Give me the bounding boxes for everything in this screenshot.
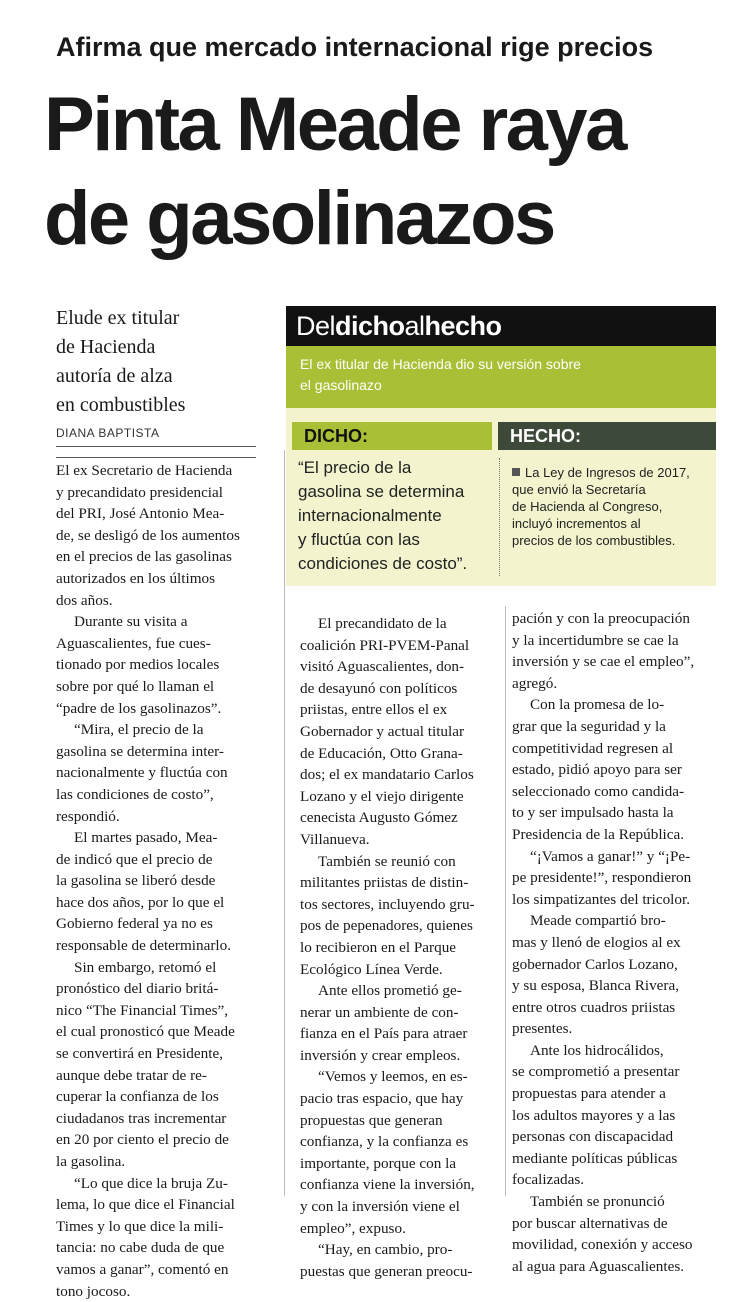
text-line: tos sectores, incluyendo gru- <box>300 895 475 913</box>
deck-line: de Hacienda <box>56 336 156 358</box>
title-part: hecho <box>424 311 502 341</box>
text-line: se convertirá en Presidente, <box>56 1045 223 1063</box>
paragraph <box>56 460 256 611</box>
text-line: personas con discapacidad <box>512 1128 674 1146</box>
text-line: puestas que generan preocu- <box>300 1262 473 1280</box>
dicho-quote <box>298 456 498 576</box>
text-line: Presidencia de la República. <box>512 825 685 843</box>
infobox <box>286 306 716 586</box>
text-line: inversión y se cae el empleo”, <box>512 653 695 671</box>
text-line: estado, pidió apoyo para ser <box>512 761 682 779</box>
text-line: entre otros cuadros priistas <box>512 998 676 1016</box>
text-line: Durante su visita a <box>74 613 188 631</box>
title-part: dicho <box>335 311 405 341</box>
text-line: pacio tras espacio, que hay <box>300 1090 464 1108</box>
body-column-2 <box>300 613 496 1282</box>
text-line: visitó Aguascalientes, don- <box>300 658 465 676</box>
infobox-subtitle <box>286 346 716 408</box>
paragraph <box>56 719 256 827</box>
column-divider <box>505 606 506 1196</box>
paragraph <box>56 611 256 719</box>
paragraph <box>300 980 496 1066</box>
text-line: las condiciones de costo”, <box>56 785 214 803</box>
body-column-1 <box>56 460 256 1302</box>
text-line: de desayunó con políticos <box>300 679 458 697</box>
text-line: confianza, y la confianza es <box>300 1133 469 1151</box>
text-line: al agua para Aguascalientes. <box>512 1257 685 1275</box>
text-line: importante, porque con la <box>300 1154 457 1172</box>
quote-line: y fluctúa con las <box>298 530 420 549</box>
text-line: aunque debe tratar de re- <box>56 1066 207 1084</box>
text-line: pación y con la preocupación <box>512 610 690 627</box>
text-line: lo recibieron en el Parque <box>300 938 457 956</box>
text-line: El ex Secretario de Hacienda <box>56 462 233 479</box>
text-line: el cual pronosticó que Meade <box>56 1023 235 1041</box>
text-line: de Educación, Otto Grana- <box>300 744 463 762</box>
hecho-line: incluyó incrementos al <box>512 516 641 531</box>
deck-line: autoría de alza <box>56 365 173 387</box>
paragraph <box>300 1239 496 1282</box>
paragraph <box>512 608 716 694</box>
hecho-line: de Hacienda al Congreso, <box>512 499 663 514</box>
paragraph <box>56 827 256 957</box>
paragraph <box>56 1173 256 1302</box>
text-line: y su esposa, Blanca Rivera, <box>512 977 680 995</box>
text-line: seleccionado como candida- <box>512 782 685 800</box>
text-line: empleo”, expuso. <box>300 1219 406 1237</box>
text-line: Ante los hidrocálidos, <box>530 1041 664 1059</box>
text-line: vamos a ganar”, comentó en <box>56 1260 229 1278</box>
headline <box>44 78 724 266</box>
text-line: gobernador Carlos Lozano, <box>512 955 678 973</box>
text-line: de indicó que el precio de <box>56 850 213 868</box>
paragraph <box>300 613 496 851</box>
title-part: al <box>404 311 425 341</box>
hecho-line-text: La Ley de Ingresos de 2017, <box>525 465 690 480</box>
paragraph <box>512 694 716 845</box>
text-line: propuestas para atender a <box>512 1085 666 1103</box>
text-line: fianza en el País para atraer <box>300 1025 468 1043</box>
text-line: cenecista Augusto Gómez <box>300 809 458 827</box>
square-bullet-icon <box>512 468 520 476</box>
text-line: tono jocoso. <box>56 1282 131 1300</box>
quote-line: internacionalmente <box>298 506 442 525</box>
byline-rule <box>56 446 256 447</box>
dicho-label: DICHO: <box>292 422 492 450</box>
body-column-3 <box>512 608 716 1277</box>
text-line: Gobierno federal ya no es <box>56 915 213 933</box>
text-line: respondió. <box>56 807 120 825</box>
hecho-label: HECHO: <box>498 422 716 450</box>
text-line: hace dos años, por lo que el <box>56 893 225 911</box>
text-line: Lozano y el viejo dirigente <box>300 787 464 805</box>
text-line: “padre de los gasolinazos”. <box>56 699 222 717</box>
text-line: Aguascalientes, fue cues- <box>56 634 211 652</box>
text-line: nico “The Financial Times”, <box>56 1001 229 1019</box>
text-line: focalizadas. <box>512 1171 585 1189</box>
text-line: grar que la seguridad y la <box>512 717 666 735</box>
text-line: Meade compartió bro- <box>530 912 666 930</box>
hecho-line: que envió la Secretaría <box>512 482 646 497</box>
text-line: El precandidato de la <box>318 615 447 632</box>
text-line: pronóstico del diario britá- <box>56 980 219 998</box>
quote-line: gasolina se determina <box>298 482 465 501</box>
byline: DIANA BAPTISTA <box>56 426 160 440</box>
text-line: la gasolina. <box>56 1153 126 1170</box>
text-line: sobre por qué lo llaman el <box>56 677 215 695</box>
text-line: por buscar alternativas de <box>512 1214 668 1232</box>
text-line: los simpatizantes del tricolor. <box>512 890 690 908</box>
headline-line: Pinta Meade raya <box>44 82 625 167</box>
paragraph <box>512 1191 716 1277</box>
text-line: mas y llenó de elogios al ex <box>512 933 681 951</box>
text-line: de, se desligó de los aumentos <box>56 526 240 544</box>
text-line: tancia: no cabe duda de que <box>56 1239 225 1257</box>
text-line: Ante ellos prometió ge- <box>318 982 462 1000</box>
text-line: y la incertidumbre se cae la <box>512 631 679 649</box>
column-rule <box>56 457 256 458</box>
text-line: priistas, entre ellos el ex <box>300 701 448 719</box>
paragraph <box>512 910 716 1040</box>
paragraph <box>512 1040 716 1191</box>
paragraph <box>300 851 496 981</box>
text-line: “Lo que dice la bruja Zu- <box>74 1174 228 1192</box>
text-line: dos años. <box>56 591 113 609</box>
text-line: se comprometió a presentar <box>512 1063 680 1081</box>
kicker: Afirma que mercado internacional rige precios <box>56 32 654 62</box>
text-line: “Hay, en cambio, pro- <box>318 1241 453 1259</box>
infobox-title <box>286 306 716 346</box>
text-line: en 20 por ciento el precio de <box>56 1131 229 1149</box>
text-line: cuperar la confianza de los <box>56 1088 219 1106</box>
text-line: gasolina se determina inter- <box>56 742 224 760</box>
text-line: También se pronunció <box>530 1193 665 1211</box>
text-line: Gobernador y actual titular <box>300 722 465 740</box>
text-line: movilidad, conexión y acceso <box>512 1236 693 1254</box>
text-line: pe presidente!”, respondieron <box>512 869 692 887</box>
paragraph <box>512 846 716 911</box>
text-line: confianza viene la inversión, <box>300 1176 475 1194</box>
text-line: dos; el ex mandatario Carlos <box>300 766 474 784</box>
headline-line: de gasolinazos <box>44 176 554 261</box>
text-line: nacionalmente y fluctúa con <box>56 764 228 782</box>
hecho-line: precios de los combustibles. <box>512 533 676 548</box>
text-line: “Mira, el precio de la <box>74 721 204 739</box>
text-line: También se reunió con <box>318 852 456 870</box>
text-line: Villanueva. <box>300 830 370 848</box>
infobox-divider <box>499 458 500 576</box>
text-line: “¡Vamos a ganar!” y “¡Pe- <box>530 847 691 865</box>
text-line: los adultos mayores y a las <box>512 1106 676 1124</box>
text-line: competitividad regresen al <box>512 739 674 757</box>
text-line: propuestas que generan <box>300 1111 443 1129</box>
paragraph <box>56 957 256 1173</box>
text-line: autorizados en los últimos <box>56 569 216 587</box>
text-line: inversión y crear empleos. <box>300 1046 461 1064</box>
text-line: agregó. <box>512 674 558 692</box>
text-line: coalición PRI-PVEM-Panal <box>300 636 470 654</box>
quote-line: condiciones de costo”. <box>298 554 468 573</box>
hecho-line <box>512 464 712 481</box>
paragraph <box>300 1066 496 1239</box>
text-line: del PRI, José Antonio Mea- <box>56 505 225 523</box>
text-line: responsable de determinarlo. <box>56 937 232 955</box>
text-line: en el precios de las gasolinas <box>56 548 232 566</box>
column-divider <box>284 450 285 1196</box>
text-line: la gasolina se liberó desde <box>56 872 216 890</box>
subtitle-line: el gasolinazo <box>300 377 382 393</box>
text-line: militantes priistas de distin- <box>300 874 469 892</box>
deck-line: en combustibles <box>56 394 186 416</box>
text-line: El martes pasado, Mea- <box>74 829 218 847</box>
text-line: ciudadanos tras incrementar <box>56 1109 227 1127</box>
text-line: presentes. <box>512 1020 573 1038</box>
text-line: y precandidato presidencial <box>56 483 223 501</box>
hecho-text <box>512 464 712 549</box>
deck-line: Elude ex titular <box>56 307 180 329</box>
text-line: y con la inversión viene el <box>300 1198 460 1216</box>
text-line: lema, lo que dice el Financial <box>56 1196 235 1214</box>
text-line: nerar un ambiente de con- <box>300 1003 459 1021</box>
text-line: Sin embargo, retomó el <box>74 958 217 976</box>
text-line: “Vemos y leemos, en es- <box>318 1068 468 1086</box>
text-line: mediante políticas públicas <box>512 1149 678 1167</box>
text-line: to y ser impulsado hasta la <box>512 804 674 822</box>
text-line: pos de pepenadores, quienes <box>300 917 473 935</box>
title-part: Del <box>296 311 336 341</box>
quote-line: “El precio de la <box>298 458 412 477</box>
deck <box>56 304 266 420</box>
text-line: Con la promesa de lo- <box>530 696 665 714</box>
text-line: Ecológico Línea Verde. <box>300 960 443 978</box>
text-line: tionado por medios locales <box>56 656 220 674</box>
text-line: Times y lo que dice la mili- <box>56 1217 224 1235</box>
subtitle-line: El ex titular de Hacienda dio su versión sobre <box>300 356 581 372</box>
